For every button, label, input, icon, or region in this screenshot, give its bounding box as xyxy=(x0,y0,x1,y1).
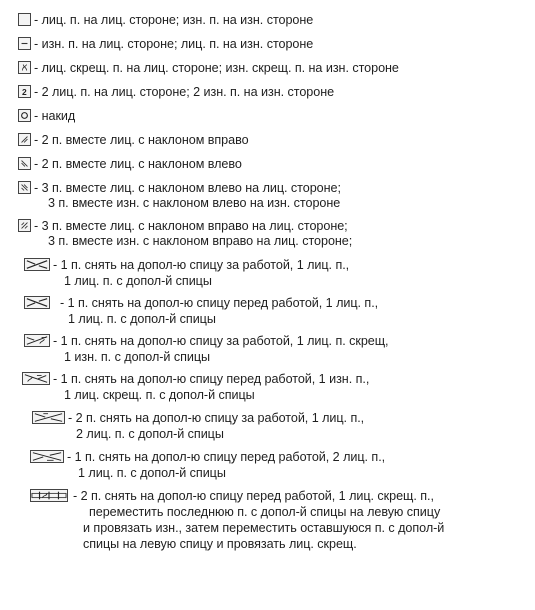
legend-text: - 1 п. снять на допол-ю спицу перед работой, 2 лиц. п., xyxy=(67,450,386,464)
svg-text:2: 2 xyxy=(21,86,27,97)
cable-1-1-left-symbol-icon xyxy=(24,296,50,309)
legend-text: - 2 п. вместе лиц. с наклоном вправо xyxy=(34,133,249,147)
k2tog-left-symbol-icon xyxy=(18,157,31,170)
legend-text: - накид xyxy=(34,109,76,123)
legend-text: - 1 п. снять на допол-ю спицу за работой, 1 лиц. п., xyxy=(53,258,350,272)
legend-text: - 2 п. снять на допол-ю спицу перед работой, 1 лиц. скрещ. п., xyxy=(73,489,434,503)
legend-text: - 2 п. вместе лиц. с наклоном влево xyxy=(34,157,242,171)
legend-text: - 1 п. снять на допол-ю спицу перед работой, 1 изн. п., xyxy=(53,372,370,386)
legend-text: - 3 п. вместе лиц. с наклоном влево на лиц. стороне; xyxy=(34,181,341,195)
legend-text: переместить последнюю п. с допол-й спицы на левую спицу xyxy=(89,505,441,519)
legend-text: спицы на левую спицу и провязать лиц. скрещ. xyxy=(83,537,357,551)
purl-symbol-icon xyxy=(18,37,31,50)
twisted-cable-right-symbol-icon xyxy=(24,334,50,347)
k3tog-right-symbol-icon xyxy=(18,219,31,232)
cable-2-1-right-symbol-icon xyxy=(32,411,65,424)
legend-text: - 3 п. вместе лиц. с наклоном вправо на лиц. стороне; xyxy=(34,219,348,233)
twisted-knit-symbol-icon xyxy=(18,61,31,74)
k2tog-right-symbol-icon xyxy=(18,133,31,146)
legend-text: - лиц. скрещ. п. на лиц. стороне; изн. скрещ. п. на изн. стороне xyxy=(34,61,399,75)
yarn-over-symbol-icon xyxy=(18,109,31,122)
cable-1-2-left-symbol-icon xyxy=(30,450,64,463)
legend-text: 3 п. вместе изн. с наклоном вправо на лиц. стороне; xyxy=(48,234,353,248)
complex-cable-symbol-icon xyxy=(30,489,68,502)
legend-text: 2 лиц. п. с допол-й спицы xyxy=(76,427,224,441)
legend-text: 3 п. вместе изн. с наклоном влево на изн. стороне xyxy=(48,196,341,210)
cable-1-1-right-symbol-icon xyxy=(24,258,50,271)
legend-text: 1 лиц. п. с допол-й спицы xyxy=(64,274,212,288)
legend-text: - 2 лиц. п. на лиц. стороне; 2 изн. п. на изн. стороне xyxy=(34,85,335,99)
legend-text: 1 лиц. скрещ. п. с допол-й спицы xyxy=(64,388,255,402)
legend-text: и провязать изн., затем переместить оставшуюся п. с допол-й xyxy=(83,521,445,535)
legend-text: - 2 п. снять на допол-ю спицу за работой, 1 лиц. п., xyxy=(68,411,365,425)
legend-text: - 1 п. снять на допол-ю спицу перед работой, 1 лиц. п., xyxy=(60,296,379,310)
legend-text: - 1 п. снять на допол-ю спицу за работой, 1 лиц. п. скрещ, xyxy=(53,334,389,348)
legend-text: - изн. п. на лиц. стороне; лиц. п. на изн. стороне xyxy=(34,37,314,51)
legend-text: 1 лиц. п. с допол-й спицы xyxy=(68,312,216,326)
legend-text: 1 изн. п. с допол-й спицы xyxy=(64,350,211,364)
legend-text: 1 лиц. п. с допол-й спицы xyxy=(78,466,226,480)
k3tog-left-symbol-icon xyxy=(18,181,31,194)
legend-text: - лиц. п. на лиц. стороне; изн. п. на изн. стороне xyxy=(34,13,314,27)
two-stitch-knit-symbol-icon xyxy=(18,85,31,98)
knit-symbol-icon xyxy=(18,13,31,26)
twisted-cable-left-symbol-icon xyxy=(22,372,50,385)
